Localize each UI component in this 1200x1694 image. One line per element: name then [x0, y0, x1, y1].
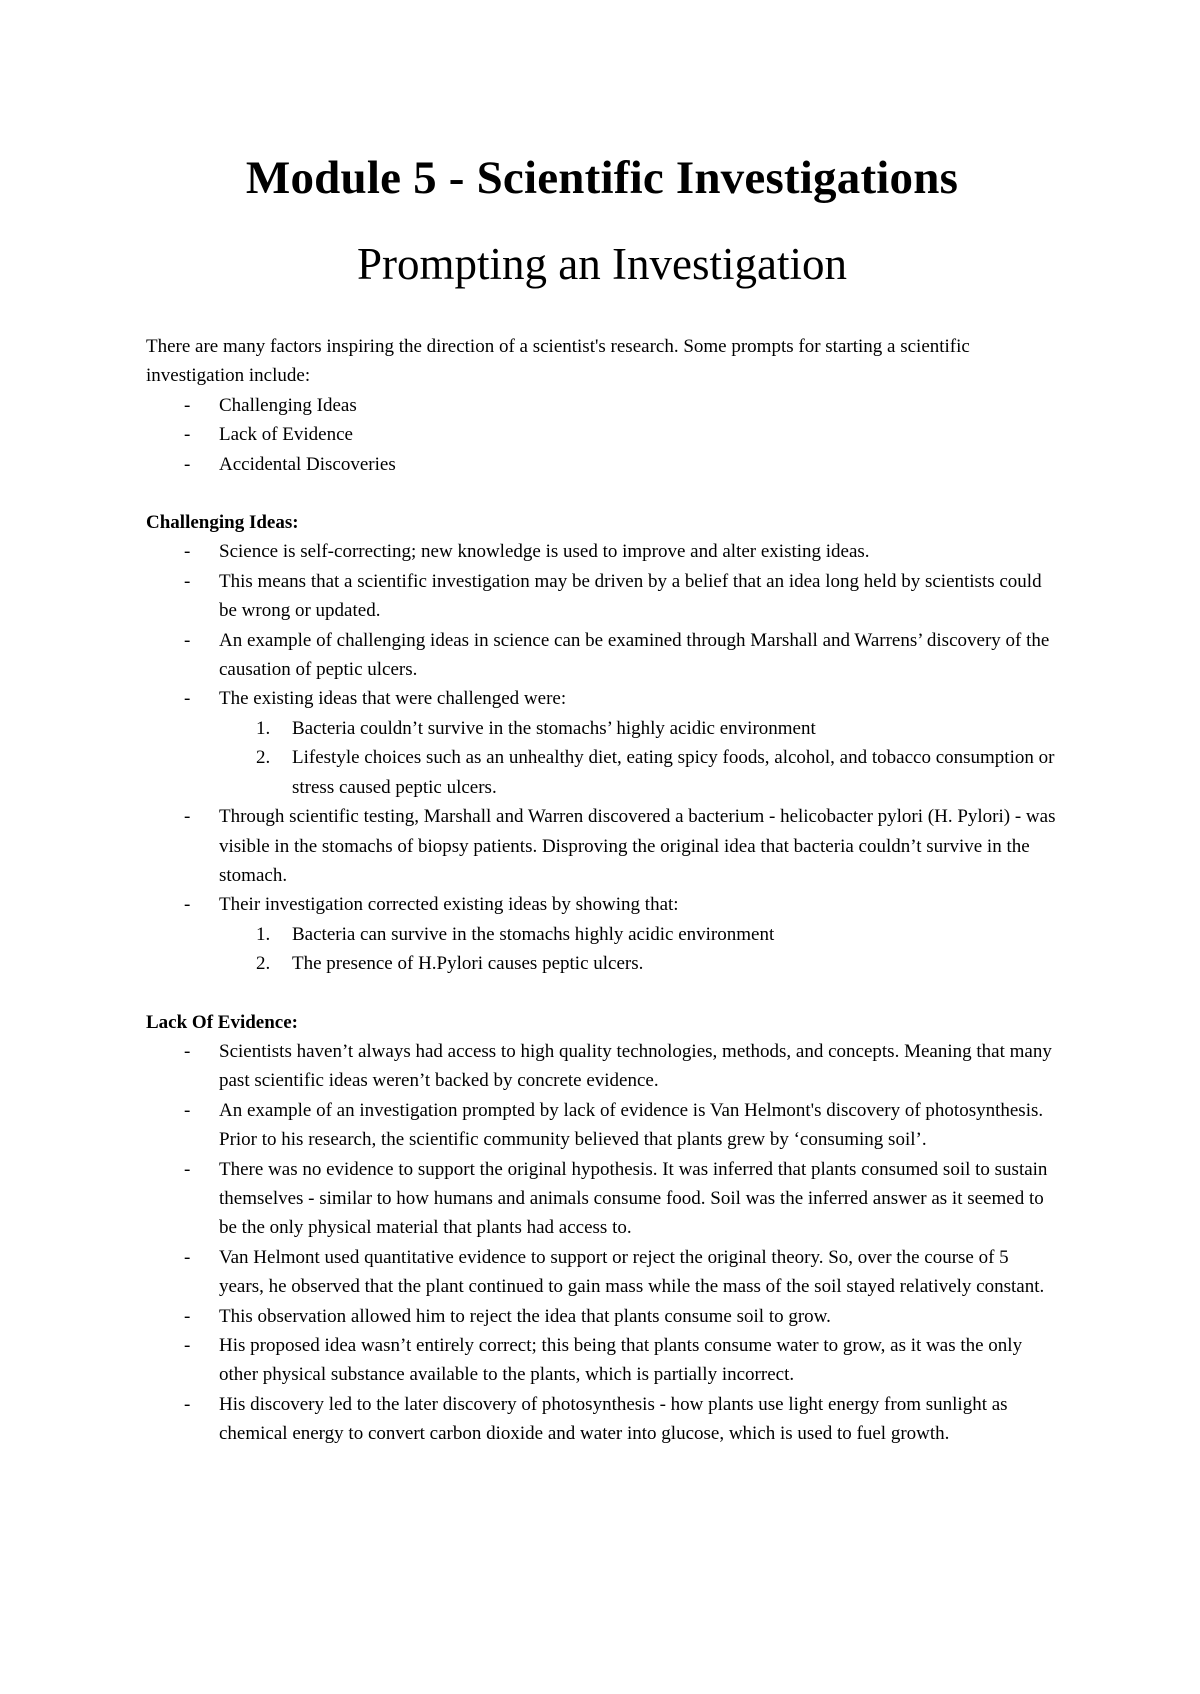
list-item-text: Accidental Discoveries [219, 453, 396, 475]
list-item [146, 420, 1058, 449]
item-number: 2. [256, 747, 271, 769]
numbered-item [219, 743, 1058, 802]
challenging-ideas-list [146, 537, 1058, 978]
list-item [146, 1243, 1058, 1302]
list-item [146, 450, 1058, 479]
list-item [146, 1331, 1058, 1390]
dash-bullet: - [184, 1393, 191, 1415]
list-item [146, 391, 1058, 420]
numbered-item [219, 920, 1058, 949]
list-item-text: This means that a scientific investigation may be driven by a belief that an idea long held by scientists could be wrong or updated. [219, 570, 1042, 622]
numbered-item-text: Bacteria can survive in the stomachs highly acidic environment [292, 923, 775, 945]
list-item [146, 1096, 1058, 1155]
list-item-text: Challenging Ideas [219, 394, 357, 416]
item-number: 1. [256, 717, 271, 739]
list-item [146, 1037, 1058, 1096]
dash-bullet: - [184, 688, 191, 710]
list-item [146, 626, 1058, 685]
dash-bullet: - [184, 570, 191, 592]
list-item-text: His discovery led to the later discovery of photosynthesis - how plants use light energy from sunlight as chemical energy to convert carbon dioxide and water into glucose, which is used to fuel growth. [219, 1393, 1008, 1445]
numbered-item [219, 714, 1058, 743]
list-item [146, 537, 1058, 566]
existing-ideas-list [219, 714, 1058, 802]
list-item-text: The existing ideas that were challenged were: [219, 688, 567, 710]
list-item [146, 1390, 1058, 1449]
item-number: 2. [256, 953, 271, 975]
numbered-item-text: The presence of H.Pylori causes peptic ulcers. [292, 953, 644, 975]
dash-bullet: - [184, 394, 191, 416]
list-item [146, 1155, 1058, 1243]
list-item-text: Science is self-correcting; new knowledge is used to improve and alter existing ideas. [219, 541, 870, 563]
list-item-text: Scientists haven’t always had access to high quality technologies, methods, and concepts. Meaning that many past scientific ideas weren’t backed by concrete evidence. [219, 1040, 1052, 1092]
dash-bullet: - [184, 424, 191, 446]
list-item-text: Lack of Evidence [219, 424, 353, 446]
list-item-text: His proposed idea wasn’t entirely correct; this being that plants consume water to grow, as it was the only other physical substance available to the plants, which is partially incorrect. [219, 1335, 1023, 1386]
item-number: 1. [256, 923, 271, 945]
dash-bullet: - [184, 1246, 191, 1268]
list-item-text: Van Helmont used quantitative evidence to support or reject the original theory. So, over the course of 5 years, he observed that the plant continued to gain mass while the mass of the soil stayed relatively constant. [219, 1246, 1045, 1298]
dash-bullet: - [184, 1099, 191, 1121]
lack-of-evidence-list [146, 1037, 1058, 1449]
list-item [146, 684, 1058, 802]
dash-bullet: - [184, 1335, 191, 1356]
dash-bullet: - [184, 1158, 191, 1180]
dash-bullet: - [184, 806, 191, 828]
intro-paragraph: There are many factors inspiring the direction of a scientist's research. Some prompts for starting a scientific investigation include: [146, 336, 970, 387]
corrected-ideas-list [219, 920, 1058, 979]
list-item-text: Their investigation corrected existing ideas by showing that: [219, 894, 679, 916]
numbered-item-text: Bacteria couldn’t survive in the stomachs’ highly acidic environment [292, 717, 816, 739]
challenging-ideas-heading: Challenging Ideas: [146, 512, 299, 534]
numbered-item [219, 949, 1058, 978]
list-item [146, 1302, 1058, 1331]
numbered-item-text: Lifestyle choices such as an unhealthy diet, eating spicy foods, alcohol, and tobacco consumption or stress caused peptic ulcers. [292, 747, 1055, 798]
list-item [146, 890, 1058, 978]
list-item-text: An example of challenging ideas in science can be examined through Marshall and Warrens’ discovery of the causation of peptic ulcers. [219, 629, 1050, 681]
lack-of-evidence-heading: Lack Of Evidence: [146, 1011, 298, 1033]
list-item-text: Through scientific testing, Marshall and Warren discovered a bacterium - helicobacter pylori (H. Pylori) - was visible in the stomachs of biopsy patients. Disproving the original idea that bacteria couldn’t survive in the stomach. [219, 806, 1056, 886]
dash-bullet: - [184, 894, 191, 916]
section-subtitle: Prompting an Investigation [357, 239, 847, 289]
list-item [146, 802, 1058, 890]
intro-list [146, 391, 1058, 479]
dash-bullet: - [184, 453, 191, 475]
dash-bullet: - [184, 1040, 191, 1062]
list-item [146, 567, 1058, 626]
dash-bullet: - [184, 541, 191, 563]
dash-bullet: - [184, 629, 191, 651]
list-item-text: This observation allowed him to reject the idea that plants consume soil to grow. [219, 1305, 831, 1327]
list-item-text: There was no evidence to support the original hypothesis. It was inferred that plants consumed soil to sustain themselves - similar to how humans and animals consume food. Soil was the inferred answer as it seemed to be the only physical material that plants had access to. [219, 1158, 1048, 1239]
dash-bullet: - [184, 1305, 191, 1327]
list-item-text: An example of an investigation prompted by lack of evidence is Van Helmont's discovery of photosynthesis. Prior to his research, the scientific community believed that plants grew by ‘consuming soil’. [219, 1099, 1044, 1151]
document-title: Module 5 - Scientific Investigations [245, 152, 959, 204]
